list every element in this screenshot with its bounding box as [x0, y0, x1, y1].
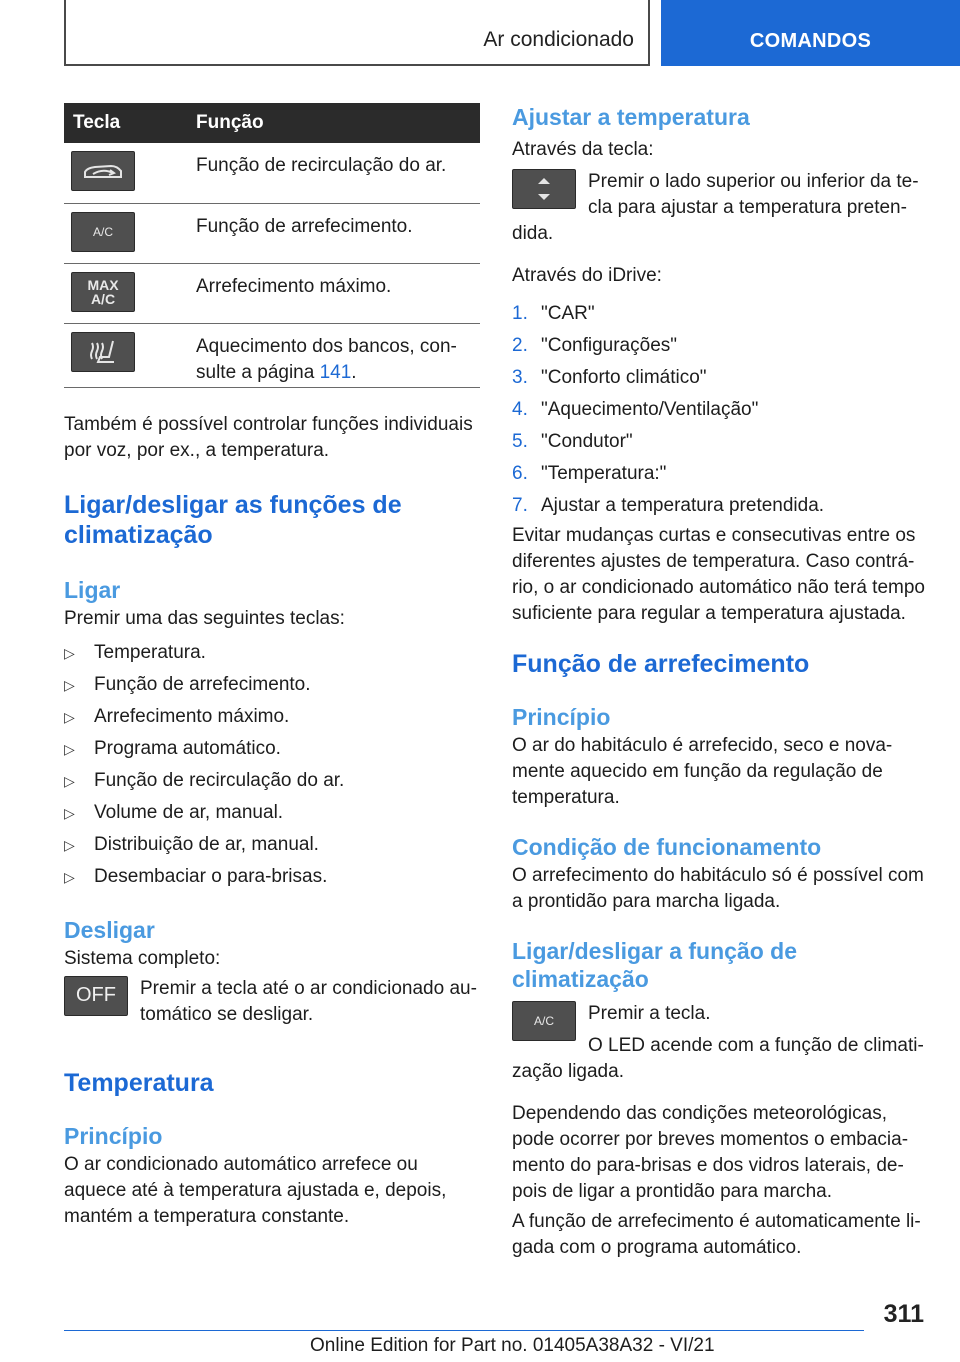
off-key-text: Premir a tecla até o ar condicionado au-tomático se desligar.	[140, 977, 477, 1025]
ac-key-block	[512, 1001, 928, 1085]
seat-heating-text: Aquecimento dos bancos, con-sulte a página	[196, 335, 457, 383]
table-row	[64, 143, 480, 203]
table-row	[64, 203, 480, 263]
heading-cooling-function: Função de arrefecimento	[512, 650, 810, 678]
heading-adjust-temperature: Ajustar a temperatura	[512, 104, 750, 130]
up-down-arrow-icon	[512, 169, 576, 209]
table-cell-text: Arrefecimento máximo.	[196, 263, 480, 323]
off-key-label: OFF	[76, 984, 116, 1006]
ac-key-label: A/C	[92, 224, 113, 239]
footer-divider	[64, 1330, 864, 1331]
list-item: ▷ Desembaciar o para-brisas.	[64, 864, 480, 896]
table-row	[64, 263, 480, 323]
switch-on-key-list	[64, 640, 480, 896]
table-header-row	[64, 103, 480, 143]
heading-switch-off: Desligar	[64, 916, 155, 943]
right-column	[512, 103, 928, 1261]
list-item: 1. "CAR"	[512, 303, 595, 324]
auto-program-note: A função de arrefecimento é automaticamente li-gada com o programa automático.	[512, 1211, 921, 1258]
ac-button-label: A/C	[533, 1014, 554, 1028]
max-key-label: MAX	[87, 276, 119, 293]
list-item: 6. "Temperatura:"	[512, 463, 667, 484]
header-section-box	[64, 0, 650, 66]
operating-condition-text: O arrefecimento do habitáculo só é possível com a prontidão para marcha ligada.	[512, 865, 924, 912]
seat-heating-icon	[71, 332, 135, 372]
heading-switch-climate: Ligar/desligar a função de climatização	[512, 938, 798, 992]
key-function-table	[64, 103, 480, 388]
recirculation-icon	[71, 151, 135, 191]
header-chapter-title: COMANDOS	[749, 30, 872, 52]
list-item: ▷ Programa automático.	[64, 736, 480, 768]
footer-edition: Online Edition for Part no. 01405A38A32 - VI/21	[310, 1335, 715, 1356]
table-cell-text: Função de recirculação do ar.	[196, 143, 480, 203]
heading-switch-functions: Ligar/desligar as funções de climatização	[64, 490, 402, 549]
list-item: ▷ Temperatura.	[64, 640, 480, 672]
voice-control-note: Também é possível controlar funções individuais por voz, por ex., a temperatura.	[64, 413, 473, 461]
list-item: 3. "Conforto climático"	[512, 367, 707, 388]
off-key-icon	[64, 976, 128, 1016]
list-item: 5. "Condutor"	[512, 431, 633, 452]
avoid-changes-text: Evitar mudanças curtas e consecutivas entre os diferentes ajustes de temperatura. Caso contrá-rio, o ar condicionado automático não terá tempo suficiente para regular a temperatura ajustada.	[512, 525, 925, 624]
list-item: ▷ Distribuição de ar, manual.	[64, 832, 480, 864]
max-ac-icon	[71, 272, 135, 312]
led-text: O LED acende com a função de climati-zação ligada.	[512, 1035, 924, 1082]
seat-heating-suffix: .	[351, 361, 357, 383]
switch-off-intro: Sistema completo:	[64, 947, 221, 969]
page-number: 311	[883, 1300, 924, 1328]
list-item: 4. "Aquecimento/Ventilação"	[512, 399, 759, 420]
table-header-function: Função	[196, 103, 480, 143]
list-item: ▷ Arrefecimento máximo.	[64, 704, 480, 736]
table-cell-text: Função de arrefecimento.	[196, 203, 480, 263]
list-item: 2. "Configurações"	[512, 335, 678, 356]
fogging-note: Dependendo das condições meteorológicas, pode ocorrer por breves momentos o embacia-mento do para-brisas e dos vidros laterais, de-pois de ligar a prontidão para marcha.	[512, 1103, 909, 1202]
heading-switch-on: Ligar	[64, 576, 121, 603]
via-idrive-label: Através do iDrive:	[512, 265, 662, 286]
via-key-label: Através da tecla:	[512, 139, 654, 160]
table-row	[64, 323, 480, 387]
switch-on-intro: Premir uma das seguintes teclas:	[64, 607, 345, 629]
heading-operating-condition: Condição de funcionamento	[512, 834, 822, 860]
max-ac-key-label: A/C	[90, 290, 116, 307]
list-item: ▷ Função de recirculação do ar.	[64, 768, 480, 800]
temp-key-text: Premir o lado superior ou inferior da te-cla para ajustar a temperatura preten-dida.	[512, 171, 919, 244]
heading-principle: Princípio	[64, 1122, 163, 1149]
principle-text: O ar condicionado automático arrefece ou aquece até à temperatura ajustada e, depois, mantém a temperatura constante.	[64, 1153, 447, 1227]
list-item: ▷ Volume de ar, manual.	[64, 800, 480, 832]
header-chapter-tab	[661, 0, 960, 66]
header-section-title: Ar condicionado	[483, 28, 634, 51]
list-item: 7. Ajustar a temperatura pretendida.	[512, 495, 825, 516]
heading-temperature: Temperatura	[64, 1068, 214, 1097]
temp-key-block	[512, 169, 928, 247]
ac-button-icon	[512, 1001, 576, 1041]
cooling-principle-text: O ar do habitáculo é arrefecido, seco e nova-mente aquecido em função da regulação de temperatura.	[512, 735, 893, 808]
page-reference-link[interactable]: 141	[319, 361, 352, 383]
idrive-steps-list	[512, 301, 928, 523]
off-key-block	[64, 976, 480, 1028]
heading-cooling-principle: Princípio	[512, 704, 611, 730]
table-header-key: Tecla	[64, 103, 196, 143]
left-column	[64, 103, 480, 1230]
table-cell-text	[196, 323, 480, 387]
list-item: ▷ Função de arrefecimento.	[64, 672, 480, 704]
press-key-text: Premir a tecla.	[588, 1003, 711, 1024]
ac-icon	[71, 212, 135, 252]
